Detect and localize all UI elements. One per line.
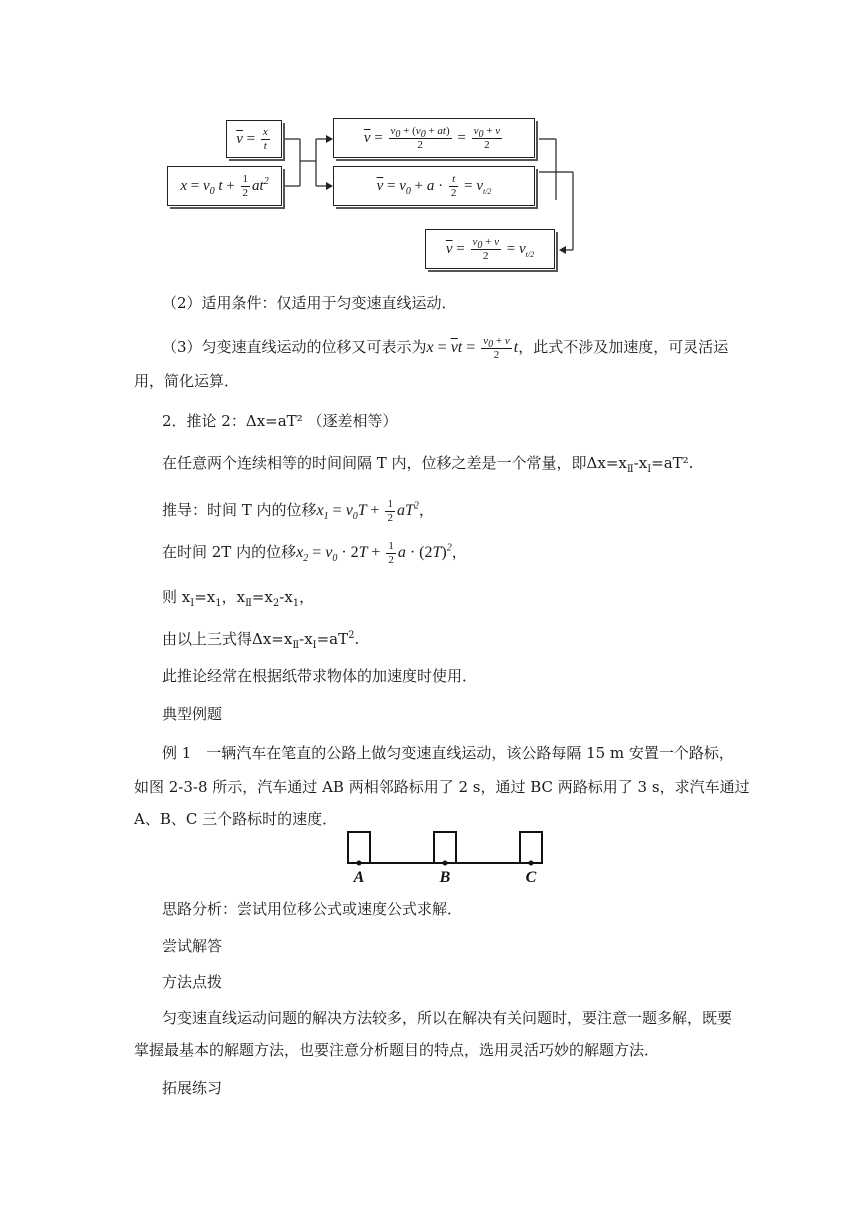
inline-formula: $x_1 = v_0T$ + $\frac{1}{2}$ $aT^2$ [316,497,419,524]
derivation-line-2: 在时间 2T 内的位移$x_2 = v_0 \cdot 2T$ + $\frac{1}{2}$ $a \cdot (2T)^2$， [162,539,467,566]
paragraph-text-pre: （3）匀变速直线运动的位移又可表示为 [162,338,427,356]
marker-b-dot [443,861,448,866]
text-segment: 在任意两个连续相等的时间间隔 T 内，位移之差是一个常量，即Δx=x [162,454,627,472]
section-heading: 2．推论 2：Δx=aT² （逐差相等） [162,412,398,430]
marker-c-sign [520,832,542,863]
extend-practice-heading: 拓展练习 [162,1079,223,1097]
text-segment: 推导：时间 T 内的位移 [162,501,317,519]
derivation-line-1: 推导：时间 T 内的位移$x_1 = v_0T$ + $\frac{1}{2}$ $aT^2$， [162,497,434,524]
method-line-1: 匀变速直线运动问题的解决方法较多，所以在解决有关问题时，要注意一题多解，既要 [162,1009,733,1027]
paragraph-continuation: 用，简化运算． [134,372,240,390]
paragraph-text-post: ，此式不涉及加速度，可灵活运 [518,338,729,356]
text-segment: 则 x [162,588,191,606]
try-answer-heading: 尝试解答 [162,937,223,955]
formula-text: $\overline{v} = v_0 + a$ · $\frac{t}{2}$ = $v_{t/2}$ [376,172,492,199]
example-1-line-2: 如图 2-3-8 所示，汽车通过 AB 两相邻路标用了 2 s，通过 BC 两路标用了 3 s，求汽车通过 [134,778,750,796]
typical-examples-heading: 典型例题 [162,705,223,723]
marker-a-dot [357,861,362,866]
condition-paragraph: （2）适用条件：仅适用于匀变速直线运动． [162,294,457,312]
usage-paragraph: 此推论经常在根据纸带求物体的加速度时使用． [162,667,478,685]
marker-c-label: C [525,869,537,886]
conclusion-line: 由以上三式得$\Delta x=x_Ⅱ-x_Ⅰ=aT^2$. [162,630,360,651]
inline-formula: $x_2 = v_0 \cdot 2T$ + $\frac{1}{2}$ $a \cdot (2T)^2$ [296,539,452,566]
marker-a-label: A [353,869,365,886]
marker-c-dot [529,861,534,866]
method-line-2: 掌握最基本的解题方法，也要注意分析题目的特点，选用灵活巧妙的解题方法． [134,1041,660,1059]
example-1-line-1: 例 1 一辆汽车在笔直的公路上做匀变速直线运动，该公路每隔 15 m 安置一个路标， [162,744,734,762]
example-1-line-3: A、B、C 三个路标时的速度． [134,810,338,828]
formula-text: $x = v_0$ t + $\frac{1}{2}$ $at^2$ [180,172,269,199]
constant-difference-paragraph: 在任意两个连续相等的时间间隔 T 内，位移之差是一个常量，即$\Delta x=x_Ⅱ-x_Ⅰ=aT^2$. [162,454,694,475]
marker-a-sign [348,832,370,863]
analysis-paragraph: 思路分析：尝试用位移公式或速度公式求解． [162,900,463,918]
formula-text: $\overline{v}$ = $\frac{x}{t}$ [236,125,268,152]
text-segment: =aT². [651,454,694,472]
flow-arrows [0,0,860,300]
marker-b-sign [434,832,456,863]
marker-b-label: B [439,869,451,886]
text-segment: 在时间 2T 内的位移 [162,543,297,561]
formula-text: $\overline{v}$ = $\frac{v_0 + (v_0 + at)}{2}$ = $\frac{v_0 + v}{2}$ [363,124,501,151]
inline-formula: $x = \overline{v}t$ = $\frac{v_0 + v}{2}$ t [426,334,519,361]
road-markers-figure [340,828,560,888]
text-segment: -x [633,454,648,472]
then-line: 则 $x_Ⅰ=x_1$，$x_Ⅱ=x_2-x_1$， [162,588,315,609]
formula-text: $\overline{v}$ = $\frac{v_0 + v}{2}$ = $v_{t/2}$ [445,235,535,262]
method-heading: 方法点拨 [162,973,223,991]
displacement-formula-paragraph [162,332,728,362]
text-segment: 由以上三式得Δx=x [162,630,293,648]
